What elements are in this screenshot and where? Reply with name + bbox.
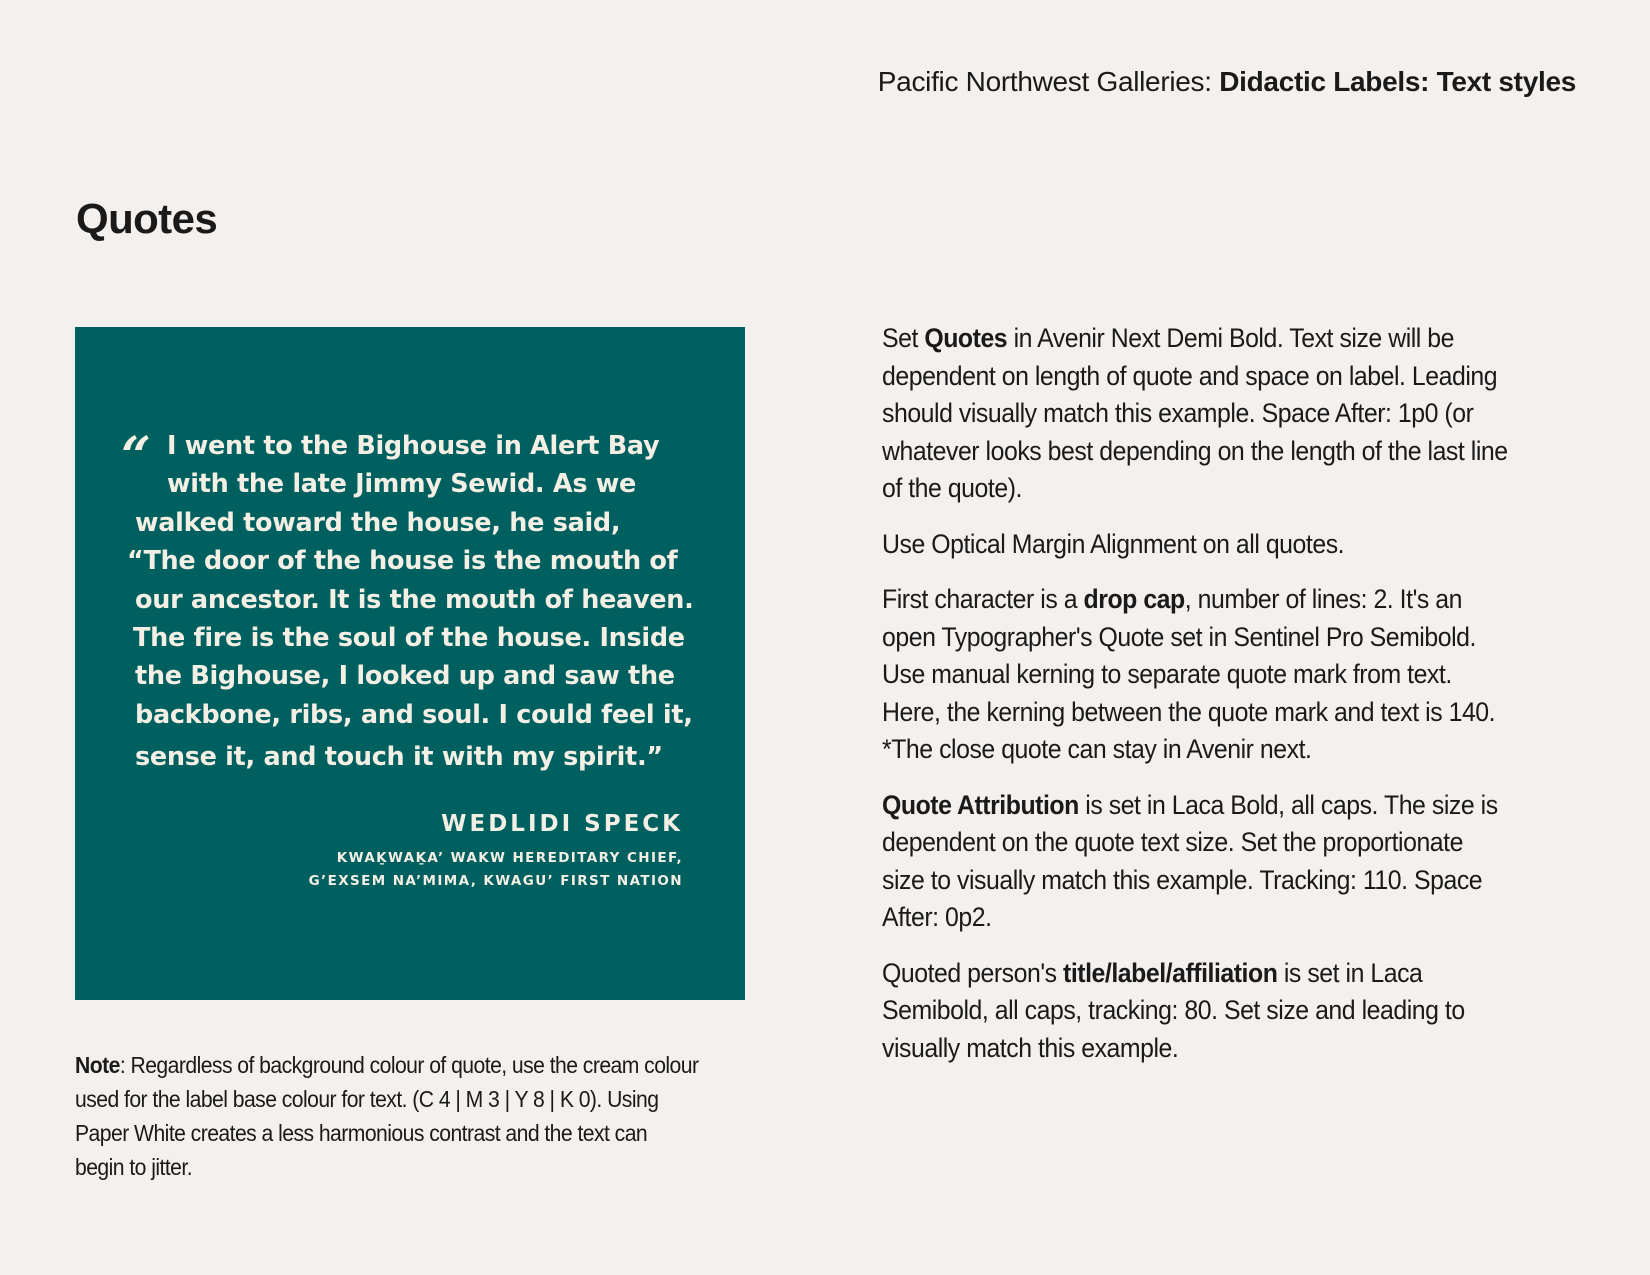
quote-line: sense it, and touch it with my spirit.” [135, 742, 663, 773]
quote-line: “The door of the house is the mouth of [127, 546, 678, 577]
spec-text-column [882, 320, 1508, 1085]
spec-paragraph-attribution [882, 787, 1508, 937]
spec-text: is set in Laca Bold, all caps. The size is dependent on the quote text size. Set the proportionate size to visually match this example. Tracking: 110. Space After: 0p2. [882, 789, 1498, 932]
quote-line: I went to the Bighouse in Alert Bay [167, 431, 660, 461]
quote-line: the Bighouse, I looked up and saw the [135, 661, 675, 692]
page-header [878, 66, 1576, 98]
quote-example-panel [75, 327, 745, 1000]
spec-term: Quotes [924, 323, 1008, 353]
note-label: Note [75, 1052, 120, 1078]
spec-text: in Avenir Next Demi Bold. Text size will be dependent on length of quote and space on label. Leading should visually match this example. Space After: 1p0 (or whatever looks best depending on the length of the last line of the quote). [882, 323, 1508, 503]
drop-cap-quote-mark: “ [121, 426, 151, 487]
header-prefix: Pacific Northwest Galleries: [877, 66, 1220, 97]
note-text: : Regardless of background colour of quote, use the cream colour used for the label base colour for text. (C 4 | M 3 | Y 8 | K 0). Using Paper White creates a less harmonious contrast and the text can begin to jitter. [75, 1052, 699, 1180]
spec-term: Quote Attribution [882, 789, 1079, 820]
attribution-name: WEDLIDI SPECK [441, 811, 683, 837]
spec-text: Quoted person's [882, 957, 1064, 988]
section-title: Quotes [76, 195, 218, 242]
spec-text: First character is a [882, 584, 1084, 614]
attribution-title-line: G’EXSEM NA’MIMA, KWAGU’ FIRST NATION [308, 873, 683, 889]
attribution-title-line: KWAḴWAḴA’ WAKW HEREDITARY CHIEF, [336, 850, 683, 866]
quote-line: The fire is the soul of the house. Inside [133, 623, 685, 654]
spec-paragraph-optical-margin: Use Optical Margin Alignment on all quotes. [882, 528, 1345, 559]
quote-attribution [309, 811, 683, 893]
spec-text: is set in Laca Semibold, all caps, tracking: 80. Set size and leading to visually match this example. [882, 957, 1465, 1063]
header-title: Didactic Labels: Text styles [1219, 66, 1576, 97]
spec-term: title/label/affiliation [1063, 957, 1278, 988]
spec-paragraph-affiliation [882, 955, 1508, 1068]
quote-text [121, 426, 694, 777]
spec-paragraph-quotes [882, 320, 1508, 508]
spec-text: Set [882, 323, 925, 353]
spec-term: drop cap [1083, 584, 1185, 614]
note-paragraph [75, 1048, 701, 1184]
spec-text: , number of lines: 2. It's an open Typographer's Quote set in Sentinel Pro Semibold. Use manual kerning to separate quote mark from text. Here, the kerning between the quote mark and text is 140. *The close quote can stay in Avenir next. [882, 584, 1496, 764]
quote-line: our ancestor. It is the mouth of heaven. [135, 584, 694, 615]
quote-line: backbone, ribs, and soul. I could feel it, [135, 699, 693, 730]
quote-line: walked toward the house, he said, [135, 507, 621, 538]
quote-line: with the late Jimmy Sewid. As we [167, 469, 637, 500]
spec-paragraph-drop-cap [882, 581, 1508, 769]
